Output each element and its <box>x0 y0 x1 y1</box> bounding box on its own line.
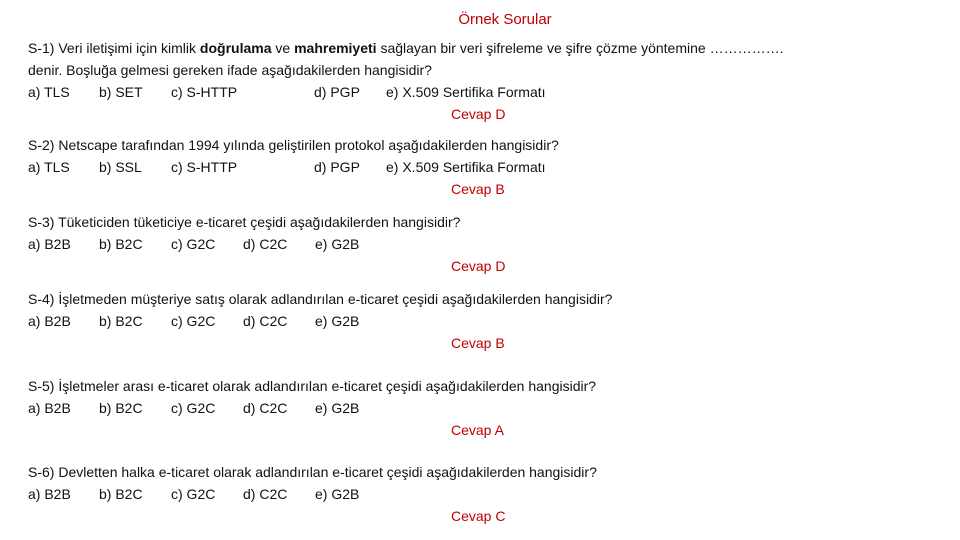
option-e: e) X.509 Sertifika Formatı <box>386 159 546 175</box>
option-a: a) TLS <box>28 159 70 175</box>
option-b: b) SSL <box>99 159 142 175</box>
emphasis-text: mahremiyeti <box>294 40 377 56</box>
question-text: S-2) Netscape tarafından 1994 yılında geliştirilen protokol aşağıdakilerden hangisidir? <box>28 137 559 153</box>
option-a: a) B2B <box>28 400 71 416</box>
question-2 <box>28 134 559 200</box>
answer: Cevap C <box>451 508 506 524</box>
option-e: e) G2B <box>315 236 360 252</box>
option-e: e) X.509 Sertifika Formatı <box>386 84 546 100</box>
question-6 <box>28 461 597 527</box>
options-row <box>28 156 559 178</box>
option-c: c) G2C <box>171 236 216 252</box>
options-row <box>28 397 596 419</box>
answer: Cevap A <box>451 422 504 438</box>
option-d: d) PGP <box>314 84 360 100</box>
option-d: d) PGP <box>314 159 360 175</box>
question-text: S-3) Tüketiciden tüketiciye e-ticaret çeşidi aşağıdakilerden hangisidir? <box>28 214 461 230</box>
option-c: c) G2C <box>171 400 216 416</box>
answer: Cevap B <box>451 335 505 351</box>
option-b: b) B2C <box>99 400 143 416</box>
options-row <box>28 233 460 255</box>
options-row <box>28 483 597 505</box>
option-c: c) S-HTTP <box>171 159 238 175</box>
option-e: e) G2B <box>315 313 360 329</box>
question-text: S-6) Devletten halka e-ticaret olarak adlandırılan e-ticaret çeşidi aşağıdakilerden hangisidir? <box>28 464 597 480</box>
option-b: b) B2C <box>99 486 143 502</box>
option-b: b) SET <box>99 84 143 100</box>
answer: Cevap D <box>451 106 506 122</box>
option-e: e) G2B <box>315 486 360 502</box>
option-d: d) C2C <box>243 313 288 329</box>
option-c: c) S-HTTP <box>171 84 238 100</box>
option-d: d) C2C <box>243 486 288 502</box>
options-row <box>28 310 612 332</box>
question-4 <box>28 288 612 354</box>
option-a: a) TLS <box>28 84 70 100</box>
option-b: b) B2C <box>99 236 143 252</box>
option-e: e) G2B <box>315 400 360 416</box>
question-3 <box>28 211 506 277</box>
option-b: b) B2C <box>99 313 143 329</box>
answer: Cevap D <box>451 258 506 274</box>
answer: Cevap B <box>451 181 505 197</box>
option-c: c) G2C <box>171 313 216 329</box>
options-row <box>28 81 783 103</box>
question-1 <box>28 37 783 125</box>
question-text: S-4) İşletmeden müşteriye satış olarak adlandırılan e-ticaret çeşidi aşağıdakilerden hangisidir? <box>28 291 613 307</box>
option-c: c) G2C <box>171 486 216 502</box>
emphasis-text: doğrulama <box>199 40 272 56</box>
option-a: a) B2B <box>28 236 71 252</box>
option-d: d) C2C <box>243 236 288 252</box>
question-text: S-5) İşletmeler arası e-ticaret olarak adlandırılan e-ticaret çeşidi aşağıdakilerden hangisidir? <box>28 378 597 394</box>
page-title: Örnek Sorular <box>458 11 552 28</box>
option-a: a) B2B <box>28 486 71 502</box>
question-text-line2: denir. Boşluğa gelmesi gereken ifade aşağıdakilerden hangisidir? <box>28 62 432 78</box>
option-d: d) C2C <box>243 400 288 416</box>
question-text: S-1) Veri iletişimi için kimlik doğrulama ve mahremiyeti sağlayan bir veri şifreleme ve şifre çözme yöntemine ……………. <box>28 40 784 56</box>
question-5 <box>28 375 596 441</box>
option-a: a) B2B <box>28 313 71 329</box>
